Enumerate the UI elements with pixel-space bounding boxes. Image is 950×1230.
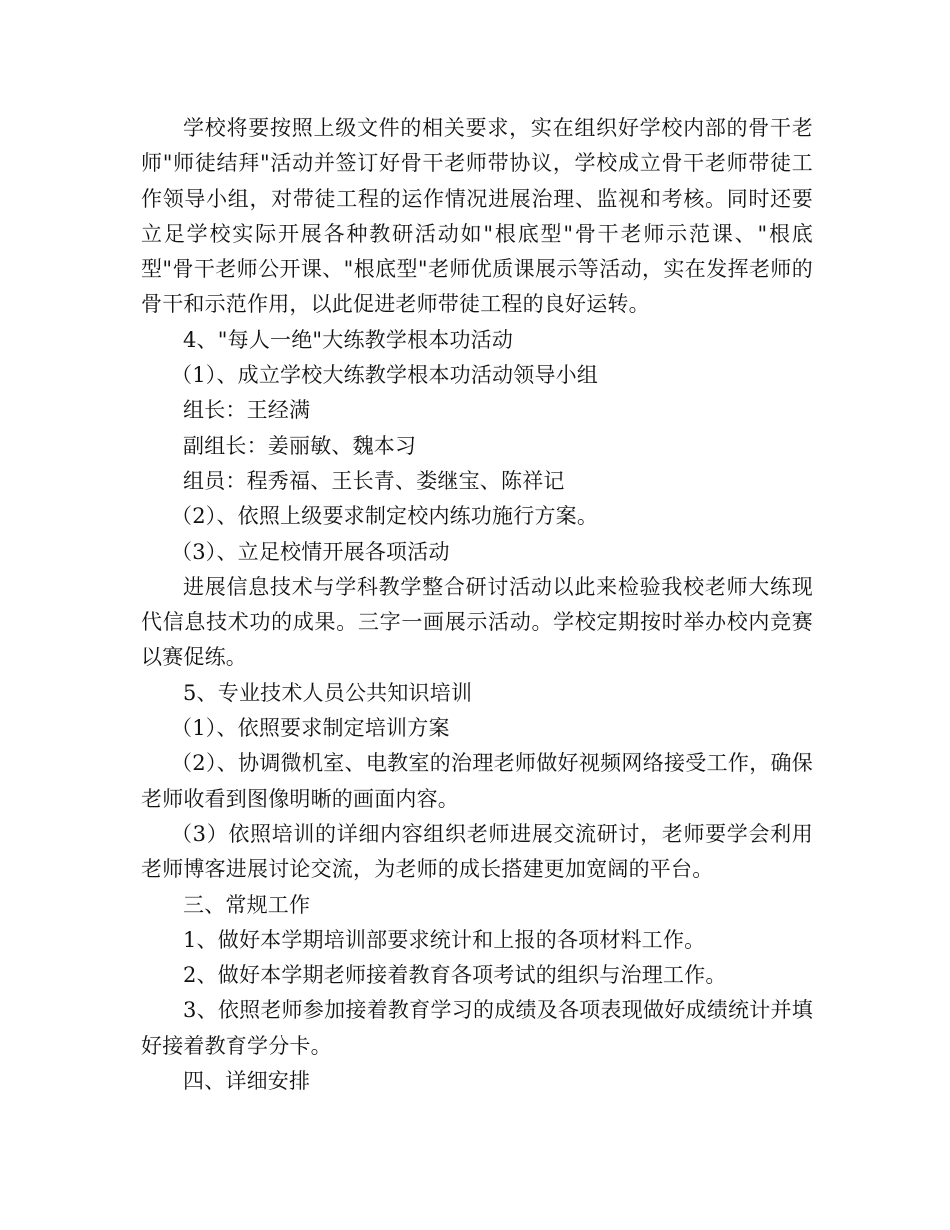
list-item: （3）依照培训的详细内容组织老师进展交流研讨，老师要学会利用老师博客进展讨论交流，为老师的成长搭建更加宽阔的平台。: [141, 821, 813, 882]
paragraph: 学校将要按照上级文件的相关要求，实在组织好学校内部的骨干老师"师徒结拜"活动并签订好骨干老师带协议，学校成立骨干老师带徒工作领导小组，对带徒工程的运作情况进展治理、监视和考核。同时还要立足学校实际开展各种教研活动如"根底型"骨干老师示范课、"根底型"骨干老师公开课、"根底型"老师优质课展示等活动，实在发挥老师的骨干和示范作用，以此促进老师带徒工程的良好运转。: [141, 116, 813, 317]
paragraph: 进展信息技术与学科教学整合研讨活动以此来检验我校老师大练现代信息技术功的成果。三字一画展示活动。学校定期按时举办校内竞赛以赛促练。: [141, 574, 813, 670]
list-item: 1、做好本学期培训部要求统计和上报的各项材料工作。: [183, 927, 706, 952]
list-item: （1）、成立学校大练教学根本功活动领导小组: [171, 363, 599, 388]
section-heading: 5、专业技术人员公共知识培训: [183, 680, 473, 705]
team-leader: 组长：王经满: [183, 398, 311, 423]
list-item: （2）、依照上级要求制定校内练功施行方案。: [171, 504, 599, 529]
section-heading: 4、"每人一绝"大练教学根本功活动: [183, 327, 514, 352]
section-heading: 四、详细安排: [183, 1069, 311, 1094]
document-body: [141, 111, 813, 1099]
list-item: （2）、协调微机室、电教室的治理老师做好视频网络接受工作，确保老师收看到图像明晰的画面内容。: [141, 751, 813, 811]
section-heading: 三、常规工作: [183, 892, 311, 917]
list-item: 2、做好本学期老师接着教育各项考试的组织与治理工作。: [183, 963, 727, 988]
team-members: 组员：程秀福、王长青、娄继宝、陈祥记: [183, 468, 565, 493]
list-item: （3）、立足校情开展各项活动: [171, 539, 450, 564]
list-item: （1）、依照要求制定培训方案: [171, 716, 450, 741]
list-item: 3、依照老师参加接着教育学习的成绩及各项表现做好成绩统计并填好接着教育学分卡。: [141, 998, 813, 1058]
team-deputy-leaders: 副组长：姜丽敏、魏本习: [183, 433, 417, 458]
